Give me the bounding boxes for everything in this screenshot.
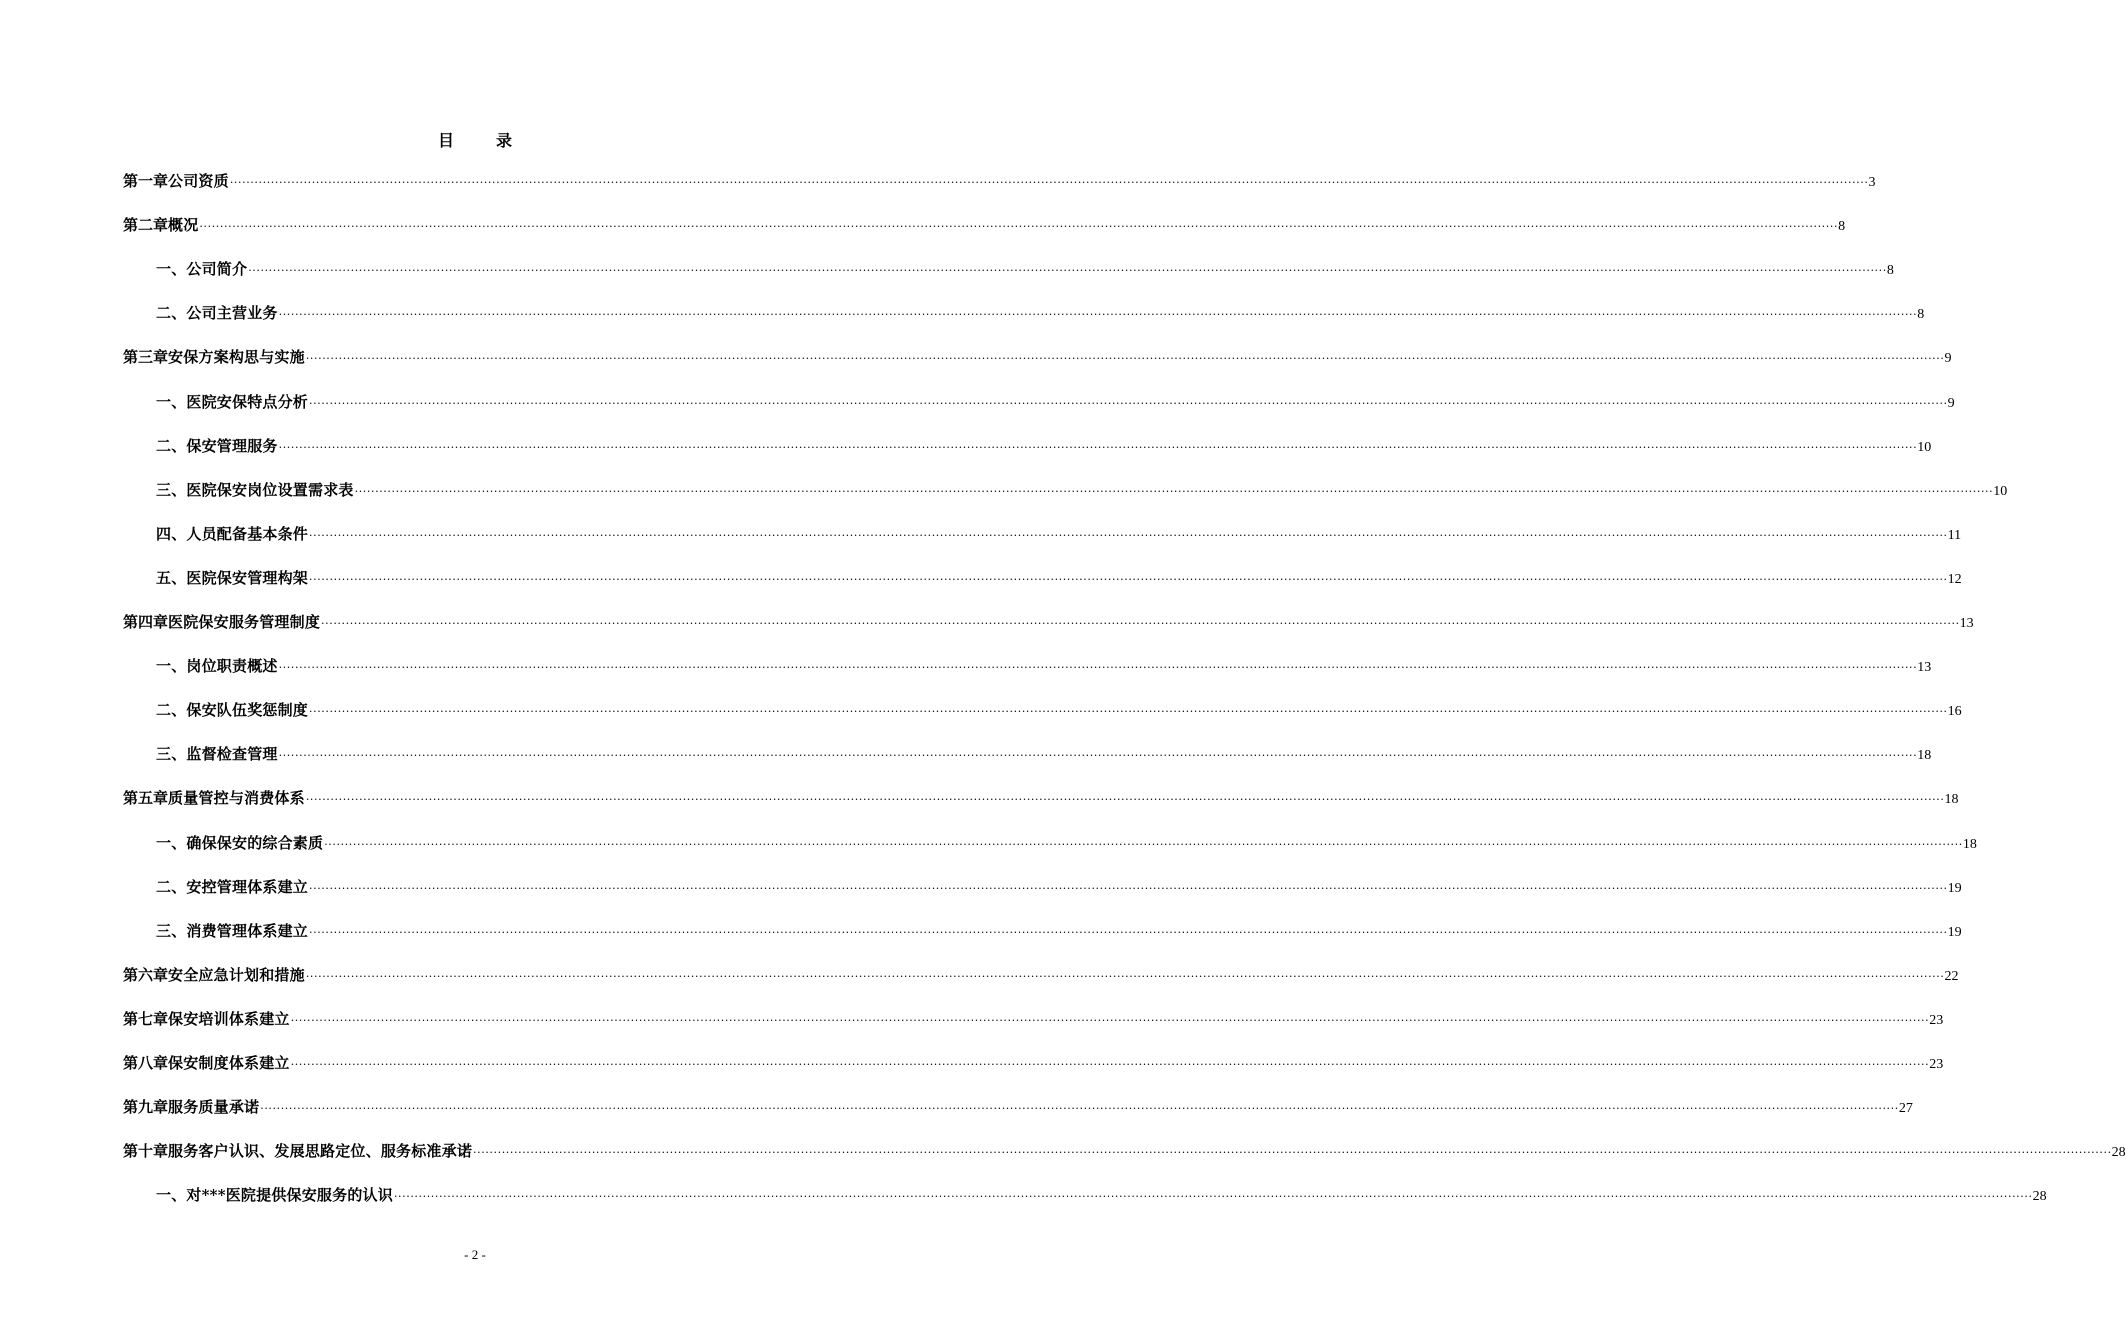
toc-leader-dots: ················································································································································································································································································································································································································ [278,440,1918,454]
toc-entry-title: 公司资质 [168,172,229,190]
toc-entry-title: 概况 [168,216,199,235]
toc-entry-title: 服务客户认识、发展思路定位、服务标准承诺 [168,1142,473,1161]
toc-leader-dots: ················································································································································································································································································································································································································ [305,793,1945,807]
toc-entry-title: 三、监督检查管理 [156,745,278,764]
toc-chapter-entry[interactable] [123,1096,1913,1118]
toc-leader-dots: ················································································································································································································································································································································································································ [199,220,1839,234]
toc-title-part-1: 目 [437,131,454,150]
toc-section-entry[interactable] [156,479,2008,501]
toc-entry-title: 安全应急计划和措施 [168,965,305,984]
toc-entry-title: 二、安控管理体系建立 [156,877,309,896]
toc-page-number: 28 [2032,1189,2047,1205]
toc-leader-dots: ················································································································································································································································································································································································································ [309,925,1948,939]
toc-title [0,128,950,151]
toc-chapter-number: 第二章 [123,216,169,235]
toc-page-number: 22 [1944,968,1959,984]
toc-section-entry[interactable] [156,391,1955,413]
toc-section-entry[interactable] [156,567,1962,589]
toc-leader-dots: ················································································································································································································································································································································································································ [278,308,1918,322]
toc-page-number: 18 [1917,748,1932,764]
toc-leader-dots: ················································································································································································································································································································································································································ [473,1146,2112,1160]
toc-chapter-entry[interactable] [123,964,1959,986]
toc-leader-dots: ················································································································································································································································································································································································································ [290,1058,1930,1071]
page-number-footer: - 2 - [464,1247,486,1262]
toc-chapter-entry[interactable] [123,1140,2126,1162]
toc-chapter-number: 第十章 [123,1142,169,1161]
toc-chapter-number: 第六章 [123,965,169,984]
toc-page-number: 3 [1868,175,1876,190]
toc-entry-title: 保安制度体系建立 [168,1054,290,1072]
toc-chapter-number: 第九章 [123,1098,169,1117]
toc-chapter-number: 第五章 [123,789,169,808]
toc-leader-dots: ················································································································································································································································································································································································································ [260,1102,1899,1116]
toc-entry-title: 质量管控与消费体系 [168,789,305,808]
toc-section-entry[interactable] [156,699,1962,721]
toc-section-entry[interactable] [156,1184,2047,1206]
toc-entry-title: 五、医院保安管理构架 [156,568,309,587]
toc-page-number: 23 [1929,1057,1944,1072]
toc-chapter-entry[interactable] [123,611,1974,633]
toc-page-number: 10 [1917,439,1932,455]
toc-leader-dots: ················································································································································································································································································································································································································ [305,969,1945,983]
toc-entry-title: 二、保安队伍奖惩制度 [156,701,309,720]
toc-page-number: 23 [1929,1012,1944,1028]
toc-entry-title: 三、医院保安岗位设置需求表 [156,480,354,499]
toc-page-number: 19 [1947,924,1962,940]
toc-chapter-entry[interactable] [123,787,1959,809]
toc-leader-dots: ················································································································································································································································································································································································································ [309,396,1948,410]
toc-chapter-number: 第七章 [123,1009,169,1028]
toc-section-entry[interactable] [156,523,1962,545]
toc-entry-title: 医院保安服务管理制度 [168,613,321,631]
toc-section-entry[interactable] [156,920,1962,942]
toc-page-number: 13 [1917,660,1932,676]
toc-page-number: 28 [2111,1145,2126,1161]
toc-chapter-entry[interactable] [123,170,1876,192]
toc-entry-title: 安保方案构思与实施 [168,348,305,367]
toc-leader-dots: ················································································································································································································································································································································································································ [229,176,1869,189]
toc-entry-title: 三、消费管理体系建立 [156,921,309,940]
toc-leader-dots: ················································································································································································································································································································································································································ [309,881,1948,895]
toc-chapter-entry[interactable] [123,1052,1944,1074]
toc-title-part-2: 录 [496,131,513,150]
toc-page-number: 8 [1838,219,1846,235]
toc-chapter-entry[interactable] [123,214,1846,236]
toc-page-number: 18 [1962,836,1977,852]
toc-page-number: 13 [1959,616,1974,631]
toc-leader-dots: ················································································································································································································································································································································································································ [393,1190,2033,1204]
toc-leader-dots: ················································································································································································································································································································································································································ [278,661,1918,675]
toc-entry-title: 服务质量承诺 [168,1098,260,1117]
toc-section-entry[interactable] [156,258,1894,280]
toc-chapter-entry[interactable] [123,346,1952,368]
toc-leader-dots: ················································································································································································································································································································································································································ [290,1013,1930,1027]
toc-leader-dots: ················································································································································································································································································································································································································ [309,572,1948,586]
toc-entry-title: 一、确保保安的综合素质 [156,833,324,852]
toc-page-number: 27 [1898,1101,1913,1117]
toc-page-number: 16 [1947,704,1962,720]
toc-entry-title: 四、人员配备基本条件 [156,524,309,543]
toc-section-entry[interactable] [156,435,1932,457]
toc-entry-title: 一、公司简介 [156,260,248,279]
toc-page-number: 10 [1993,483,2008,499]
toc-leader-dots: ················································································································································································································································································································································································································ [248,264,1887,278]
toc-page-number: 19 [1947,880,1962,896]
toc-section-entry[interactable] [156,743,1932,765]
toc-page-number: 9 [1947,395,1955,411]
toc-leader-dots: ················································································································································································································································································································································································································ [321,617,1960,630]
toc-entry-title: 二、保安管理服务 [156,436,278,455]
toc-section-entry[interactable] [156,876,1962,898]
toc-entry-title: 一、对***医院提供保安服务的认识 [156,1186,393,1205]
toc-leader-dots: ················································································································································································································································································································································································································ [278,749,1918,763]
toc-leader-dots: ················································································································································································································································································································································································································ [354,484,1994,498]
toc-chapter-entry[interactable] [123,1008,1944,1030]
toc-section-entry[interactable] [156,302,1925,324]
toc-section-entry[interactable] [156,832,1977,854]
toc-chapter-number: 第三章 [123,348,169,367]
toc-leader-dots: ················································································································································································································································································································································································································ [305,352,1945,366]
toc-entry-title: 保安培训体系建立 [168,1009,290,1028]
toc-page-number: 18 [1944,792,1959,808]
toc-page-number: 11 [1947,527,1962,543]
toc-leader-dots: ················································································································································································································································································································································································································ [309,705,1948,719]
toc-entry-title: 一、岗位职责概述 [156,657,278,676]
toc-page-number: 8 [1917,307,1925,323]
toc-entry-title: 一、医院安保特点分析 [156,392,309,411]
toc-page-number: 9 [1944,351,1952,367]
toc-page-number: 12 [1947,571,1962,587]
toc-entry-title: 二、公司主营业务 [156,304,278,323]
toc-chapter-number: 第四章 [123,613,169,631]
toc-leader-dots: ················································································································································································································································································································································································································ [324,837,1963,851]
toc-chapter-number: 第一章 [123,172,169,190]
toc-chapter-number: 第八章 [123,1054,169,1072]
toc-section-entry[interactable] [156,655,1932,677]
toc-page-number: 8 [1886,263,1894,279]
toc-leader-dots: ················································································································································································································································································································································································································ [309,528,1948,542]
